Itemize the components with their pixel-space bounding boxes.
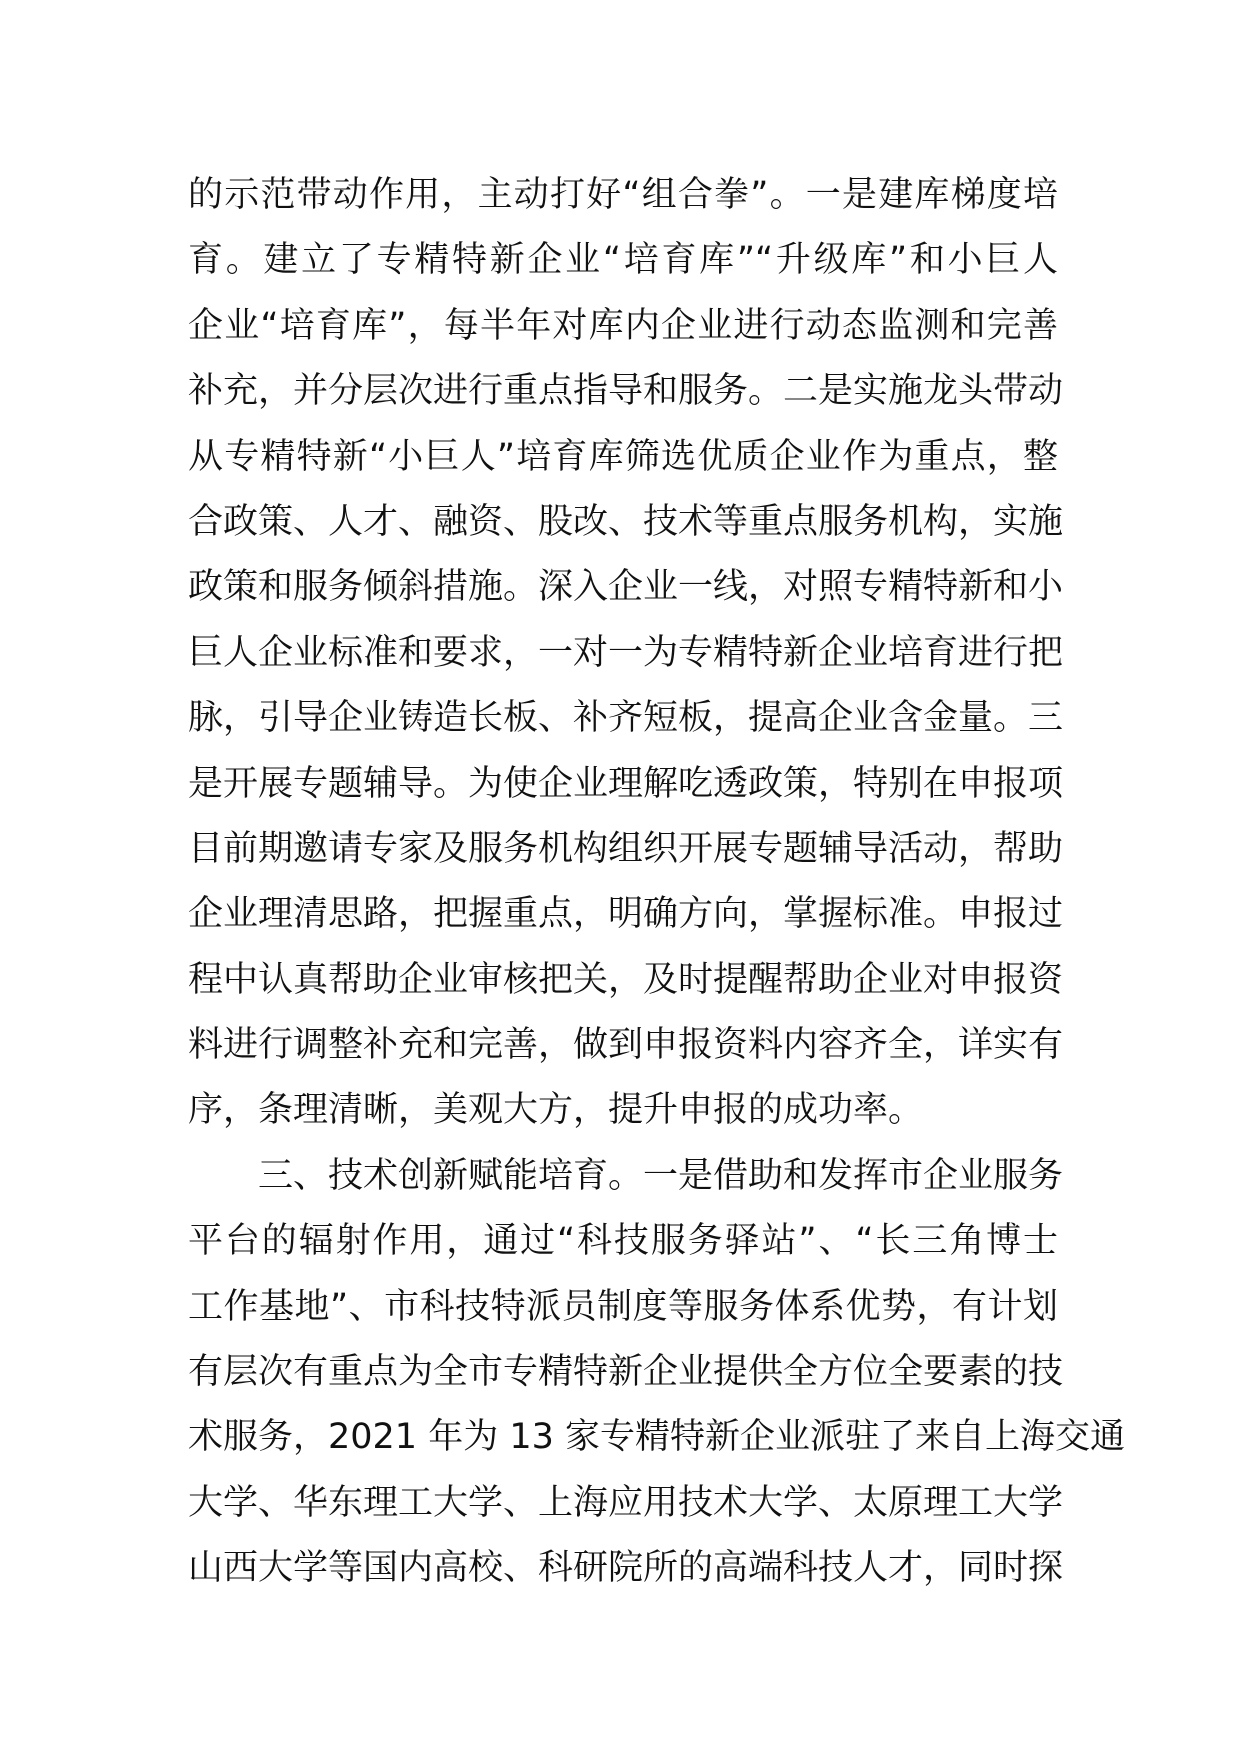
text-line: 从专精特新“小巨人”培育库筛选优质企业作为重点，整 — [188, 436, 1058, 477]
text-line: 程中认真帮助企业审核把关，及时提醒帮助企业对申报资 — [188, 959, 1064, 1000]
text-line: 补充，并分层次进行重点指导和服务。二是实施龙头带动 — [188, 371, 1064, 412]
text-line: 有层次有重点为全市专精特新企业提供全方位全要素的技 — [188, 1352, 1064, 1393]
text-line: 大学、华东理工大学、上海应用技术大学、太原理工大学 — [188, 1482, 1064, 1523]
text-line: 的示范带动作用，主动打好“组合拳”。一是建库梯度培 — [188, 175, 1058, 215]
text-line: 术服务，2021 年为 13 家专精特新企业派驻了来自上海交通 — [188, 1417, 1125, 1458]
text-line: 脉，引导企业铸造长板、补齐短板，提高企业含金量。三 — [188, 698, 1064, 739]
text-line: 企业“培育库”，每半年对库内企业进行动态监测和完善 — [188, 305, 1058, 346]
text-line: 巨人企业标准和要求，一对一为专精特新企业培育进行把 — [188, 632, 1064, 673]
text-line: 工作基地”、市科技特派员制度等服务体系优势，有计划 — [188, 1286, 1058, 1327]
text-line: 目前期邀请专家及服务机构组织开展专题辅导活动，帮助 — [188, 828, 1064, 869]
text-line: 山西大学等国内高校、科研院所的高端科技人才，同时探 — [188, 1548, 1064, 1589]
text-line: 料进行调整补充和完善，做到申报资料内容齐全，详实有 — [188, 1025, 1064, 1066]
text-line: 平台的辐射作用，通过“科技服务驿站”、“长三角博士 — [188, 1221, 1058, 1262]
text-line: 是开展专题辅导。为使企业理解吃透政策，特别在申报项 — [188, 763, 1064, 804]
paragraph-last-line: 序，条理清晰，美观大方，提升申报的成功率。 — [188, 1090, 924, 1131]
text-line: 合政策、人才、融资、股改、技术等重点服务机构，实施 — [188, 501, 1064, 542]
paragraph-first-line: 三、技术创新赋能培育。一是借助和发挥市企业服务 — [258, 1155, 1064, 1196]
text-line: 育。建立了专精特新企业“培育库”“升级库”和小巨人 — [188, 240, 1058, 281]
body-text — [188, 163, 1125, 1602]
text-line: 企业理清思路，把握重点，明确方向，掌握标准。申报过 — [188, 894, 1064, 935]
text-line: 政策和服务倾斜措施。深入企业一线，对照专精特新和小 — [188, 567, 1064, 608]
